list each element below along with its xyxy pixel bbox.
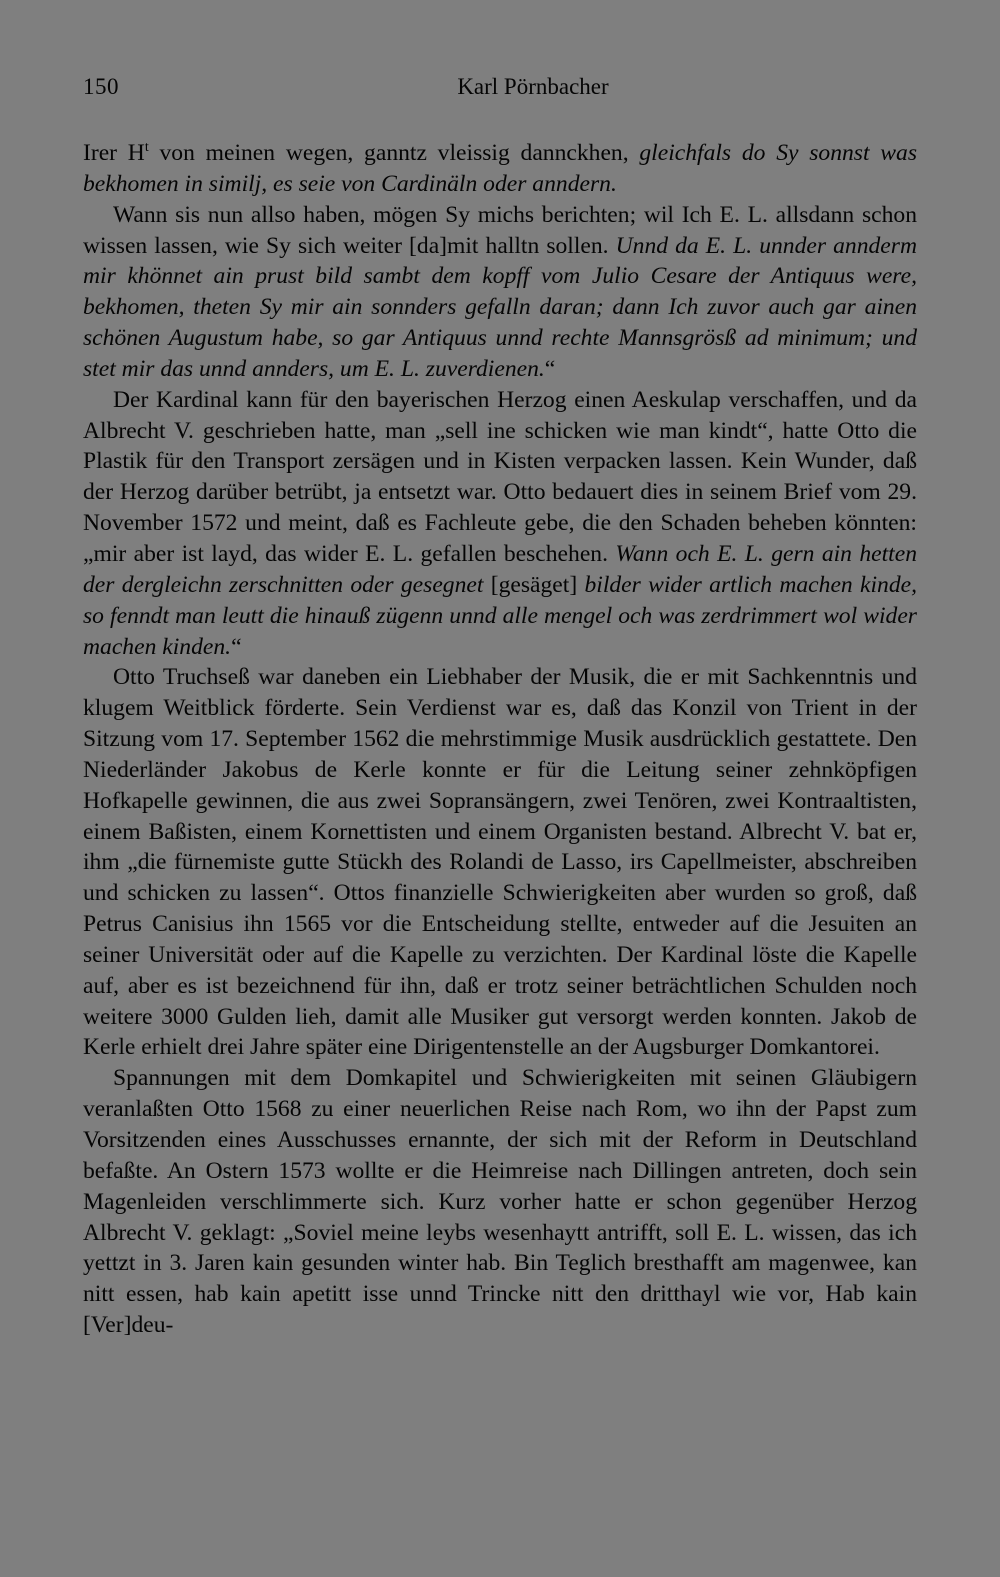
text-span: Wann sis nun allso haben, mögen Sy michs berichten; wil Ich E. L. allsdann schon wissen lassen, wie Sy sich weiter [da]mit halltn sollen.: [83, 201, 917, 259]
running-header: [83, 74, 917, 114]
superscript: t: [144, 140, 149, 155]
text-span: Otto Truchseß war daneben ein Liebhaber der Musik, die er mit Sachkenntnis und klugem Weitblick förderte. Sein Verdienst war es, daß das Konzil von Trient in der Sitzung vom 17. September 1562 die mehrstimmige Musik ausdrücklich gestattete. Den Niederländer Jakobus de Kerle konnte er für die Leitung seiner zehnköpfigen Hofkapelle gewinnen, die aus zwei Sopransängern, zwei Tenören, zwei Kontraaltisten, einem Baßisten, einem Kornettisten und einem Organisten bestand. Albrecht V. bat er, ihm „die fürnemiste gutte Stückh des Rolandi de Lasso, irs Capellmeister, abschreiben und schicken zu lassen“. Ottos finanzielle Schwierigkeiten aber wurden so groß, daß Petrus Canisius ihn 1565 vor die Entscheidung stellte, entweder auf die Jesuiten an seiner Universität oder auf die Kapelle zu verzichten. Der Kardinal löste die Kapelle auf, aber es ist bezeichnend für ihn, daß er trotz seiner beträchtlichen Schulden noch weitere 3000 Gulden lieh, damit alle Musiker gut versorgt werden konnten. Jakob de Kerle erhielt drei Jahre später eine Dirigentenstelle an der Augsburger Domkantorei.: [83, 664, 917, 1061]
text-span: Spannungen mit dem Domkapitel und Schwierigkeiten mit seinen Gläubigern veranlaßten Otto 1568 zu einer neuerlichen Reise nach Rom, wo ihn der Papst zum Vorsitzenden eines Ausschusses ernannte, der sich mit der Reform in Deutschland befaßte. An Ostern 1573 wollte er die Heimreise nach Dillingen antreten, doch sein Magenleiden verschlimmerte sich. Kurz vorher hatte er schon gegenüber Herzog Albrecht V. geklagt: „Soviel meine leybs wesenhaytt antrifft, soll E. L. wissen, das ich yettzt in 3. Jaren kain gesunden winter hab. Bin Teglich bresthafft am magenwee, kan nitt essen, hab kain apetitt isse unnd Trincke nitt den dritthayl wie vor, Hab kain [Ver]deu-: [83, 1065, 917, 1339]
page-number: 150: [83, 74, 119, 99]
paragraph: [83, 1063, 917, 1341]
text-span: “: [544, 355, 556, 382]
italic-quote: gleichfals do Sy sonnst was bekhomen in similj, es seie von Cardinäln oder anndern.: [83, 140, 917, 197]
text-span: von meinen wegen, ganntz vleissig dannckhen,: [148, 140, 640, 166]
italic-quote: Unnd da E. L. unnder annderm mir khönnet ain prust bild sambt dem kopff vom Julio Cesare der Antiquus were, bekhomen, theten Sy mir ain sonnders gefalln daran; dann Ich zuvor auch gar ainen schönen Augustum habe, so gar Antiquus unnd rechte Mannsgrösß ad minimum; und stet mir das unnd annders, um E. L. zuverdienen.: [83, 232, 917, 382]
text-span: Irer H: [83, 140, 145, 166]
running-title: Karl Pörnbacher: [457, 74, 609, 99]
italic-quote: bilder wider artlich machen kinde, so fenndt man leutt die hinauß zügenn unnd alle mengel och was zerdrimmert wol wider machen kinden.: [83, 571, 917, 660]
paragraph: [83, 385, 917, 663]
paragraph: [83, 200, 917, 385]
text-span: “: [231, 633, 242, 660]
book-page: [83, 74, 917, 1341]
paragraph: [83, 662, 917, 1063]
body-text: [83, 138, 917, 1341]
paragraph: [83, 138, 917, 200]
italic-quote: Wann och E. L. gern ain hetten der dergleichn zerschnitten oder gesegnet: [83, 540, 917, 598]
text-span: [gesäget]: [490, 571, 585, 598]
text-span: Der Kardinal kann für den bayerischen Herzog einen Aeskulap verschaffen, und da Albrecht V. geschrieben hatte, man „sell ine schicken wie man kindt“, hatte Otto die Plastik für den Transport zersägen und in Kisten verpacken lassen. Kein Wunder, daß der Herzog darüber betrübt, ja entsetzt war. Otto bedauert dies in seinem Brief vom 29. November 1572 und meint, daß es Fachleute gebe, die den Schaden beheben könnten: „mir aber ist layd, das wider E. L. gefallen beschehen.: [83, 386, 917, 567]
